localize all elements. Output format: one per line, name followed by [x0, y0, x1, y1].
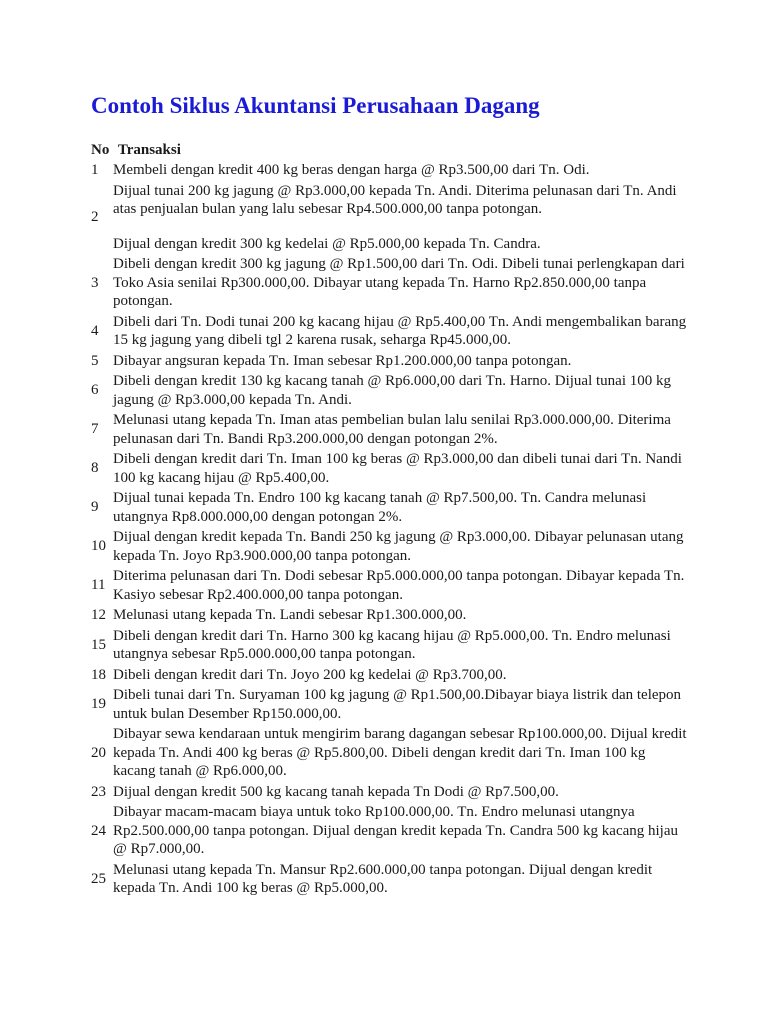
table-row: [91, 686, 691, 723]
table-row: [91, 627, 691, 664]
row-number: 8: [91, 460, 99, 477]
table-row: [91, 313, 691, 350]
row-number: 23: [91, 783, 106, 800]
row-description: Dijual dengan kredit 500 kg kacang tanah kepada Tn Dodi @ Rp7.500,00.: [113, 783, 559, 800]
row-description: Dibayar angsuran kepada Tn. Iman sebesar Rp1.200.000,00 tanpa potongan.: [113, 352, 572, 369]
table-row: [91, 182, 691, 254]
row-number: 6: [91, 382, 99, 399]
row-number: 2: [91, 209, 99, 225]
row-description: Membeli dengan kredit 400 kg beras dengan harga @ Rp3.500,00 dari Tn. Odi.: [113, 162, 590, 178]
table-row: [91, 450, 691, 487]
table-row: [91, 255, 691, 311]
page-title: Contoh Siklus Akuntansi Perusahaan Dagang: [91, 93, 540, 118]
row-description: Diterima pelunasan dari Tn. Dodi sebesar Rp5.000.000,00 tanpa potongan. Dibayar kepada Tn. Kasiyo sebesar Rp2.400.000,00 tanpa potongan.: [113, 568, 685, 603]
table-header: [91, 141, 181, 159]
header-no: No: [91, 142, 110, 158]
row-number: 9: [91, 499, 99, 516]
row-description: Dibeli tunai dari Tn. Suryaman 100 kg jagung @ Rp1.500,00.Dibayar biaya listrik dan telepon untuk bulan Desember Rp150.000,00.: [113, 687, 682, 722]
transaction-table: [91, 161, 691, 900]
row-number: 25: [91, 870, 106, 887]
row-description: Melunasi utang kepada Tn. Iman atas pembelian bulan lalu senilai Rp3.000.000,00. Diterima pelunasan dari Tn. Bandi Rp3.200.000,00 dengan potongan 2%.: [113, 412, 671, 447]
row-description: Dijual tunai 200 kg jagung @ Rp3.000,00 kepada Tn. Andi. Diterima pelunasan dari Tn. Andi atas penjualan bulan yang lalu sebesar Rp4.500.000,00 tanpa potongan.: [113, 182, 677, 217]
table-row: [91, 528, 691, 565]
row-number: 1: [91, 162, 99, 178]
row-number: 24: [91, 822, 106, 839]
table-row: [91, 489, 691, 526]
row-description: Dibeli dengan kredit dari Tn. Joyo 200 kg kedelai @ Rp3.700,00.: [113, 666, 507, 683]
row-number: 18: [91, 666, 106, 683]
row-number: 11: [91, 577, 106, 594]
table-row: [91, 803, 691, 859]
row-description: Dijual tunai kepada Tn. Endro 100 kg kacang tanah @ Rp7.500,00. Tn. Candra melunasi utangnya Rp8.000.000,00 dengan potongan 2%.: [113, 490, 647, 525]
row-number: 19: [91, 696, 106, 713]
row-description-continued: Dijual dengan kredit 300 kg kedelai @ Rp5.000,00 kepada Tn. Candra.: [113, 235, 541, 252]
row-number: 20: [91, 744, 106, 761]
row-description: Dijual dengan kredit kepada Tn. Bandi 250 kg jagung @ Rp3.000,00. Dibayar pelunasan utang kepada Tn. Joyo Rp3.900.000,00 tanpa potongan.: [113, 529, 684, 564]
header-transaksi: Transaksi: [117, 142, 181, 158]
row-description: Melunasi utang kepada Tn. Landi sebesar Rp1.300.000,00.: [113, 607, 467, 623]
row-description: Dibeli dengan kredit 130 kg kacang tanah @ Rp6.000,00 dari Tn. Harno. Dijual tunai 100 kg jagung @ Rp3.000,00 kepada Tn. Andi.: [113, 373, 672, 408]
row-description: Dibeli dengan kredit dari Tn. Harno 300 kg kacang hijau @ Rp5.000,00. Tn. Endro melunasi utangnya sebesar Rp5.000.000,00 tanpa potongan.: [113, 627, 671, 662]
table-row: [91, 861, 691, 898]
row-number: 4: [91, 322, 99, 339]
table-row: [91, 411, 691, 448]
row-number: 7: [91, 421, 99, 438]
row-number: 5: [91, 352, 99, 369]
row-number: 3: [91, 274, 99, 291]
row-description: Dibayar sewa kendaraan untuk mengirim barang dagangan sebesar Rp100.000,00. Dijual kredit kepada Tn. Andi 400 kg beras @ Rp5.800,00. Dibeli dengan kredit dari Tn. Iman 100 kg kacang tanah @ Rp6.000,00.: [113, 726, 687, 779]
table-row: [91, 725, 691, 781]
table-row: [91, 666, 691, 685]
row-description: Dibeli dari Tn. Dodi tunai 200 kg kacang hijau @ Rp5.400,00 Tn. Andi mengembalikan barang 15 kg jagung yang dibeli tgl 2 karena rusak, seharga Rp45.000,00.: [113, 313, 687, 348]
row-description: Dibayar macam-macam biaya untuk toko Rp100.000,00. Tn. Endro melunasi utangnya Rp2.500.000,00 tanpa potongan. Dijual dengan kredit kepada Tn. Candra 500 kg kacang hijau @ Rp7.000,00.: [113, 804, 679, 857]
table-row: [91, 372, 691, 409]
table-row: [91, 161, 691, 180]
row-description: Melunasi utang kepada Tn. Mansur Rp2.600.000,00 tanpa potongan. Dijual dengan kredit kepada Tn. Andi 100 kg beras @ Rp5.000,00.: [113, 861, 653, 896]
row-number: 12: [91, 607, 106, 623]
table-row: [91, 352, 691, 371]
table-row: [91, 567, 691, 604]
table-row: [91, 606, 691, 625]
row-number: 15: [91, 636, 106, 653]
table-row: [91, 783, 691, 802]
row-description: Dibeli dengan kredit 300 kg jagung @ Rp1.500,00 dari Tn. Odi. Dibeli tunai perlengkapan dari Toko Asia senilai Rp300.000,00. Dibayar utang kepada Tn. Harno Rp2.850.000,00 tanpa potongan.: [113, 256, 685, 309]
row-number: 10: [91, 538, 106, 555]
row-description: Dibeli dengan kredit dari Tn. Iman 100 kg beras @ Rp3.000,00 dan dibeli tunai dari Tn. Nandi 100 kg kacang hijau @ Rp5.400,00.: [113, 451, 682, 486]
